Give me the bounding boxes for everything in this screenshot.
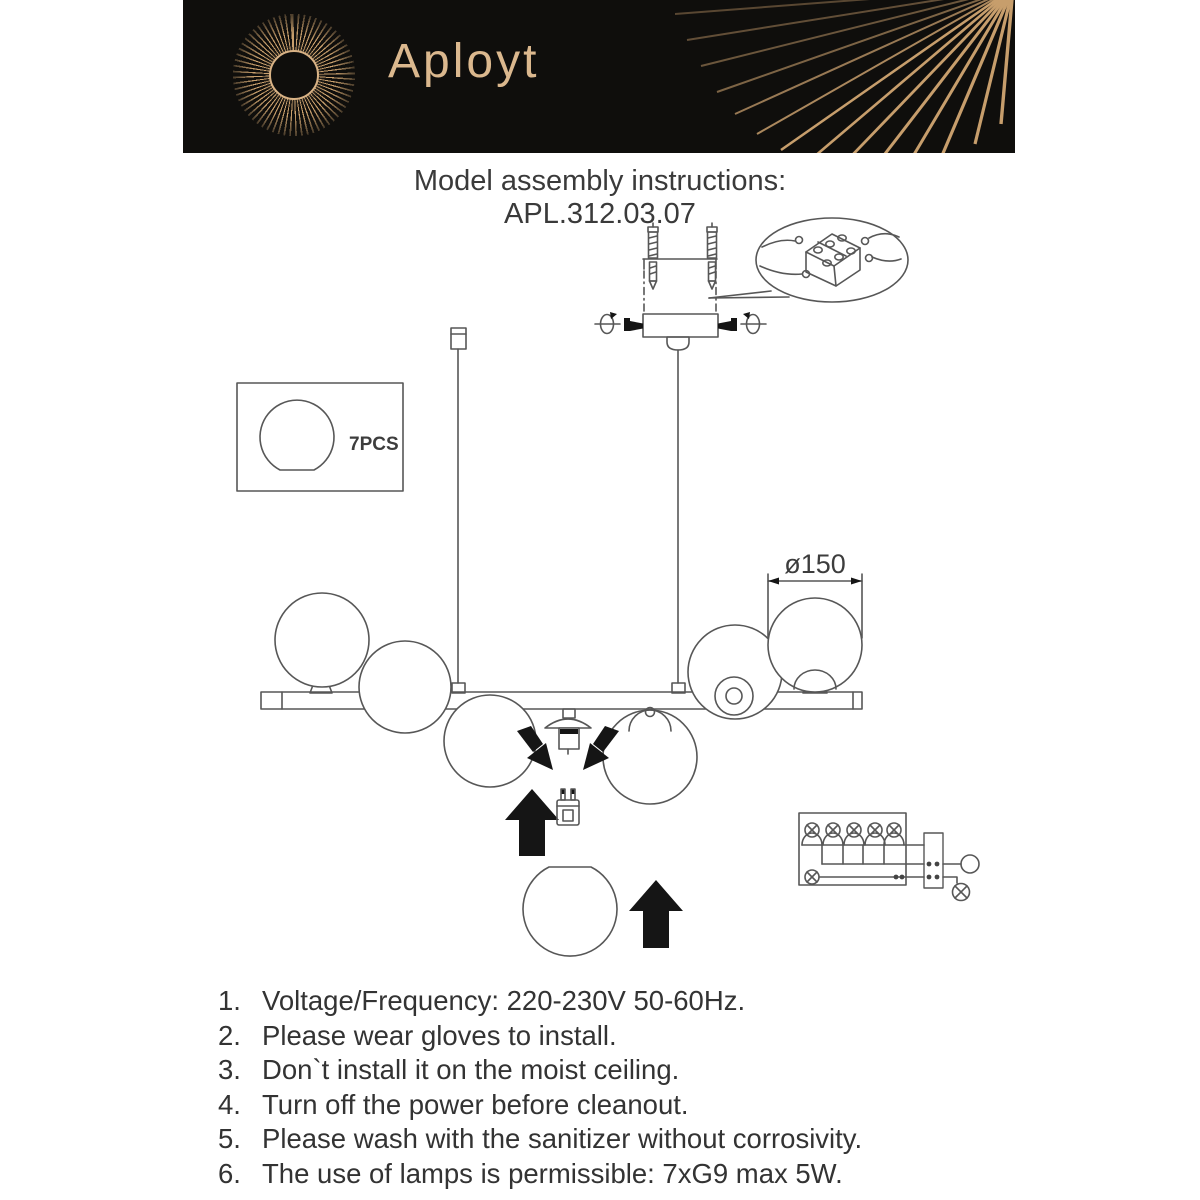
wiring-diagram	[799, 813, 979, 901]
instruction-number: 5.	[218, 1123, 241, 1155]
dimension-label: ø150	[784, 549, 846, 579]
instruction-item	[218, 1088, 1018, 1123]
instruction-text: The use of lamps is permissible: 7xG9 max 5W.	[262, 1157, 843, 1189]
loose-glass-sphere	[523, 867, 617, 956]
canopy	[595, 312, 766, 350]
page-title: Model assembly instructions:	[413, 165, 787, 197]
lamp-socket	[545, 709, 591, 754]
model-number: APL.312.03.07	[504, 198, 696, 230]
instruction-number: 2.	[218, 1019, 241, 1051]
instruction-number: 3.	[218, 1054, 241, 1086]
instruction-number: 6.	[218, 1157, 241, 1189]
terminal-block-icon	[760, 234, 901, 286]
instruction-text: Voltage/Frequency: 220-230V 50-60Hz.	[262, 985, 746, 1016]
insert-up-arrow	[505, 789, 559, 856]
instruction-list	[218, 984, 1018, 1192]
g9-bulb-icon	[557, 789, 579, 825]
instruction-number: 1.	[218, 985, 241, 1016]
instruction-item	[218, 984, 1018, 1019]
brand-name: Aployt	[388, 35, 540, 88]
mount-up-arrow	[629, 880, 683, 948]
instruction-item	[218, 1053, 1018, 1088]
parts-count-box	[237, 383, 403, 491]
instruction-item	[218, 1019, 1018, 1054]
instruction-number: 4.	[218, 1088, 241, 1120]
glass-spheres	[359, 598, 862, 804]
mounting-screws-icon	[648, 223, 717, 289]
instruction-text: Turn off the power before cleanout.	[262, 1088, 689, 1120]
parts-count-label: 7PCS	[349, 434, 399, 455]
instruction-text: Don`t install it on the moist ceiling.	[262, 1054, 680, 1086]
instruction-text: Please wear gloves to install.	[262, 1019, 617, 1051]
instruction-text: Please wash with the sanitizer without corrosivity.	[262, 1123, 863, 1155]
suspension-rods	[451, 328, 685, 693]
terminal-block-callout	[709, 218, 908, 302]
instruction-item	[218, 1157, 1018, 1192]
glass-sphere	[275, 593, 369, 693]
instruction-item	[218, 1122, 1018, 1157]
